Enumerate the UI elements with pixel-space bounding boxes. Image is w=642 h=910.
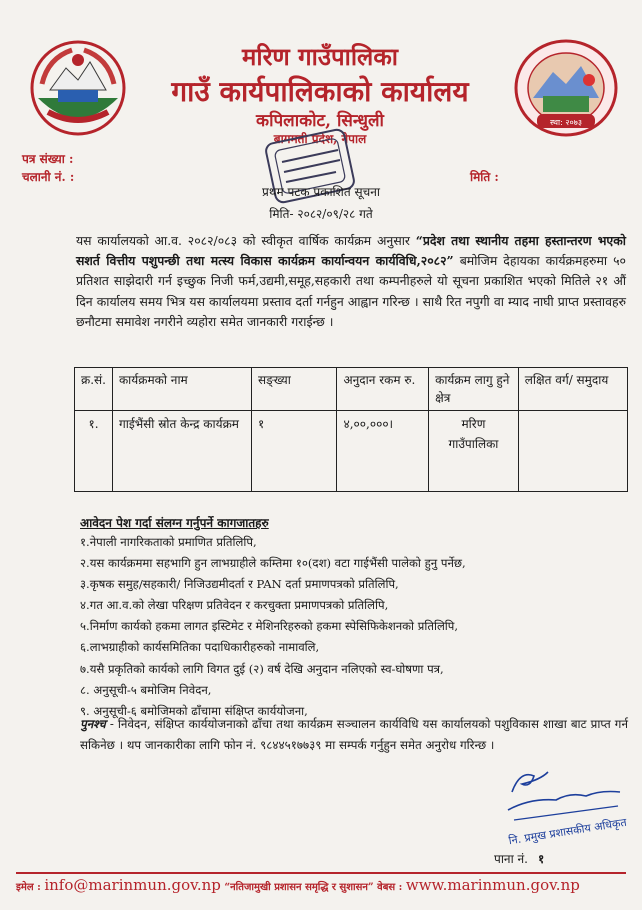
list-item: ५.निर्माण कार्यको हकमा लागत इस्टिमेट र मेशिनरिहरुको हकमा स्पेसिफिकेशनको प्रतिलिपि, [80, 619, 459, 634]
table-row [75, 411, 628, 492]
documents-heading: आवेदन पेश गर्दा संलग्न गर्नुपर्ने कागजातहरु [80, 516, 269, 530]
table-header-row [75, 368, 628, 411]
postscript-paragraph [80, 714, 628, 756]
office-name: गाउँ कार्यपालिकाको कार्यालय [171, 75, 469, 108]
nepal-emblem-logo [28, 38, 128, 138]
list-item: ४.गत आ.व.को लेखा परिक्षण प्रतिवेदन र करचुक्ता प्रमाणपत्रको प्रतिलिपि, [80, 598, 389, 613]
list-item: ७.यसै प्रकृतिको कार्यको लागि विगत दुई (२) वर्ष देखि अनुदान नलिएको स्व-घोषणा पत्र, [80, 661, 444, 676]
chalani-label: चलानी नं. : [22, 170, 75, 184]
list-item: २.यस कार्यक्रममा सहभागि हुन लाभग्राहीले कम्तिमा १०(दश) वटा गाईभैंसी पालेको हुनु पर्नेछ, [80, 556, 466, 571]
table-cell [518, 411, 627, 492]
miti-label: मिति : [470, 170, 499, 184]
logo-est-text: स्था: २०७३ [549, 118, 583, 127]
email-link[interactable]: info@marinmun.gov.np [44, 876, 221, 894]
table-cell: १. [75, 411, 113, 492]
list-item: ६.लाभग्राहीको कार्यसमितिका पदाधिकारीहरुको नामावलि, [80, 640, 320, 655]
office-province: बागमती प्रदेश, नेपाल [273, 132, 367, 146]
table-header: लक्षित वर्ग/ समुदाय [518, 368, 627, 411]
postscript-text: - निवेदन, संक्षिप्त कार्ययोजनाको ढाँचा तथा कार्यक्रम सञ्चालन कार्यविधि यस कार्यालयको पशुविकास शाखा बाट प्राप्त गर्न सकिनेछ । थप जानकारीका लागि फोन नं. ९८४४५१७७३९ मा सम्पर्क गर्नुहुन समेत अनुरोध गरिन्छ । [80, 717, 628, 752]
table-header: कार्यक्रमको नाम [112, 368, 251, 411]
table-cell: मरिण गाउँपालिका [429, 411, 519, 492]
table-header: सङ्ख्या [251, 368, 337, 411]
table-cell: १ [251, 411, 337, 492]
table-cell: ४,००,०००। [337, 411, 429, 492]
notice-date: मिति- २०८२/०९/२८ गते [269, 207, 373, 221]
signatory-title: नि. प्रमुख प्रशासकीय अधिकृत [507, 815, 628, 848]
notice-paragraph [76, 231, 626, 332]
paragraph-procedure-title: “प्रदेश तथा स्थानीय तहमा हस्तान्तरण भएको सशर्त वित्तीय पशुपन्छी तथा मत्स्य विकास कार्यक्रम कार्यान्वयन कार्यविधि,२०८२” [76, 233, 626, 269]
page-number [494, 850, 544, 867]
website-label: वेबस : [377, 882, 403, 893]
table-header: अनुदान रकम रु. [337, 368, 429, 411]
paragraph-intro: यस कार्यालयको आ.व. २०८२/०८३ को स्वीकृत वार्षिक कार्यक्रम अनुसार [76, 233, 416, 248]
email-label: इमेल : [16, 882, 41, 893]
page-number-value: १ [537, 852, 545, 866]
table-header: क्र.सं. [75, 368, 113, 411]
municipality-logo [513, 38, 619, 138]
list-item: ३.कृषक समुह/सहकारी/ निजिउद्यमीदर्ता र PAN दर्ता प्रमाणपत्रको प्रतिलिपि, [80, 577, 399, 592]
notice-title: प्रथम पटक प्रकाशित सूचना [262, 185, 380, 199]
list-item: १.नेपाली नागरिकताको प्रमाणित प्रतिलिपि, [80, 535, 257, 549]
table-cell: गाईभैंसी स्रोत केन्द्र कार्यक्रम [112, 411, 251, 492]
footer-divider [16, 872, 626, 874]
program-table [74, 367, 628, 492]
municipality-name: मरिण गाउँपालिका [242, 42, 398, 71]
patra-sankhya-label: पत्र संख्या : [22, 152, 74, 166]
footer [16, 876, 626, 894]
paragraph-rest: बमोजिम देहायका कार्यक्रमहरुमा ५० प्रतिशत साझेदारी गर्न इच्छुक निजी फर्म,उद्यमी,समूह,सहकारी तथा कम्पनीहरुले यो सूचना प्रकाशित भएको मितिले २१ औं दिन कार्यालय समय भित्र यस कार्यालयमा प्रस्ताव दर्ता गर्नहुन आह्वान गरिन्छ । साथै रित नपुगी वा म्याद नाघी प्राप्त प्रस्तावहरु छनौटमा समावेश नगरीने व्यहोरा समेत जानकारी गराईन्छ । [76, 253, 626, 329]
slogan: “नतिजामुखी प्रशासन समृद्धि र सुशासन” [224, 882, 374, 893]
page-number-label: पाना नं. [494, 852, 528, 866]
postscript-label: पुनश्च [80, 717, 106, 731]
list-item: ९. अनुसूची-६ बमोजिमको ढाँचामा संक्षिप्त कार्ययोजना, [80, 703, 308, 718]
office-location: कपिलाकोट, सिन्धुली [256, 111, 384, 131]
list-item: ८. अनुसूची-५ बमोजिम निवेदन, [80, 682, 212, 697]
website-link[interactable]: www.marinmun.gov.np [405, 876, 580, 894]
documents-list [80, 532, 626, 722]
table-header: कार्यक्रम लागु हुने क्षेत्र [429, 368, 519, 411]
